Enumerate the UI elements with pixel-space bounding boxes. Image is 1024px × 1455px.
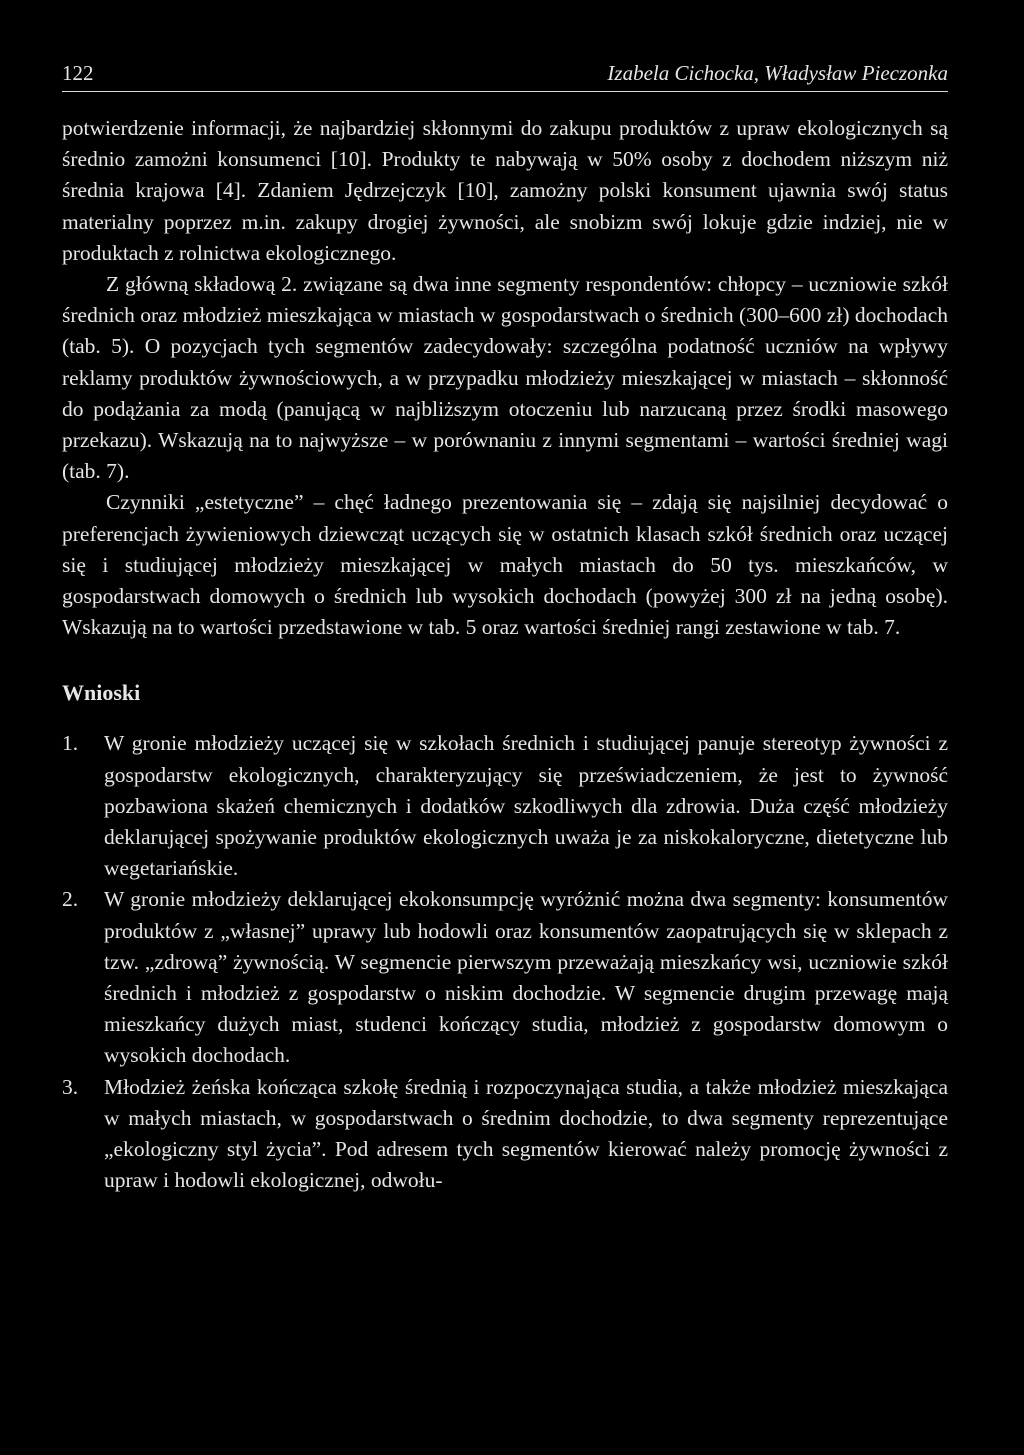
conclusion-text: W gronie młodzieży uczącej się w szkołach średnich i studiującej panuje stereotyp żywności z gospodarstw ekologicznych, charakteryzujący się przeświadczeniem, że jest to żywność pozbawiona skażeń chemicznych i dodatków szkodliwych dla zdrowia. Duża część młodzieży deklarującej spożywanie produktów ekologicznych uważa je za niskokaloryczne, dietetyczne lub wegetariańskie.	[104, 731, 948, 881]
running-title-authors: Izabela Cichocka, Władysław Pieczonka	[607, 61, 948, 85]
conclusion-item	[62, 1072, 948, 1197]
conclusion-text: W gronie młodzieży deklarującej ekokonsumpcję wyróżnić można dwa segmenty: konsumentów produktów z „własnej” uprawy lub hodowli oraz konsumentów zaopatrujących się w sklepach z tzw. „zdrową” żywnością. W segmencie pierwszym przeważają mieszkańcy wsi, uczniowie szkół średnich i młodzież z gospodarstw o niskim dochodzie. W segmencie drugim przewagę mają mieszkańcy dużych miast, studenci kończący studia, młodzież z gospodarstw domowym o wysokich dochodach.	[104, 887, 948, 1068]
conclusion-number: 3.	[62, 1074, 79, 1099]
page-number: 122	[62, 61, 94, 85]
paragraph-second-component: Z główną składową 2. związane są dwa inne segmenty respondentów: chłopcy – uczniowie szkół średnich oraz młodzież mieszkająca w miastach w gospodarstwach o średnich (300–600 zł) dochodach (tab. 5). O pozycjach tych segmentów zadecydowały: szczególna podatność uczniów na wpływy reklamy produktów żywnościowych, a w przypadku młodzieży mieszkającej w miastach – skłonność do podążania za modą (panującą w najbliższym otoczeniu lub narzucaną przez środki masowego przekazu). Wskazują na to najwyższe – w porównaniu z innymi segmentami – wartości średniej wagi (tab. 7).	[62, 272, 948, 484]
paragraph-continuation: potwierdzenie informacji, że najbardziej skłonnymi do zakupu produktów z upraw ekologicznych są średnio zamożni konsumenci [10]. Produkty te nabywają w 50% osoby z dochodem niższym niż średnia krajowa [4]. Zdaniem Jędrzejczyk [10], zamożny polski konsument ujawnia swój status materialny poprzez m.in. zakupy drogiej żywności, ale snobizm swój lokuje gdzie indziej, nie w produktach z rolnictwa ekologicznego.	[62, 116, 948, 265]
conclusions-list	[62, 728, 948, 1196]
conclusion-text: Młodzież żeńska kończąca szkołę średnią i rozpoczynająca studia, a także młodzież mieszkająca w małych miastach, w gospodarstwach o średnim dochodzie, to dwa segmenty reprezentujące „ekologiczny styl życia”. Pod adresem tych segmentów kierować należy promocję żywności z upraw i hodowli ekologicznej, odwołu-	[104, 1074, 948, 1193]
paragraph-aesthetic-factors: Czynniki „estetyczne” – chęć ładnego prezentowania się – zdają się najsilniej decydować o preferencjach żywieniowych dziewcząt uczących się w ostatnich klasach szkół średnich oraz uczącej się i studiującej młodzieży mieszkającej w małych miastach do 50 tys. mieszkańców, w gospodarstwach domowych o średnich lub wysokich dochodach (powyżej 300 zł na jedną osobę). Wskazują na to wartości przedstawione w tab. 5 oraz wartości średniej rangi zestawione w tab. 7.	[62, 490, 948, 640]
conclusion-item	[62, 728, 948, 884]
conclusion-number: 2.	[62, 887, 79, 912]
book-page	[62, 58, 948, 1197]
section-heading-conclusions: Wnioski	[62, 680, 141, 706]
conclusion-number: 1.	[62, 731, 79, 756]
article-body	[62, 113, 948, 1197]
conclusion-item	[62, 884, 948, 1071]
running-header	[62, 58, 948, 92]
